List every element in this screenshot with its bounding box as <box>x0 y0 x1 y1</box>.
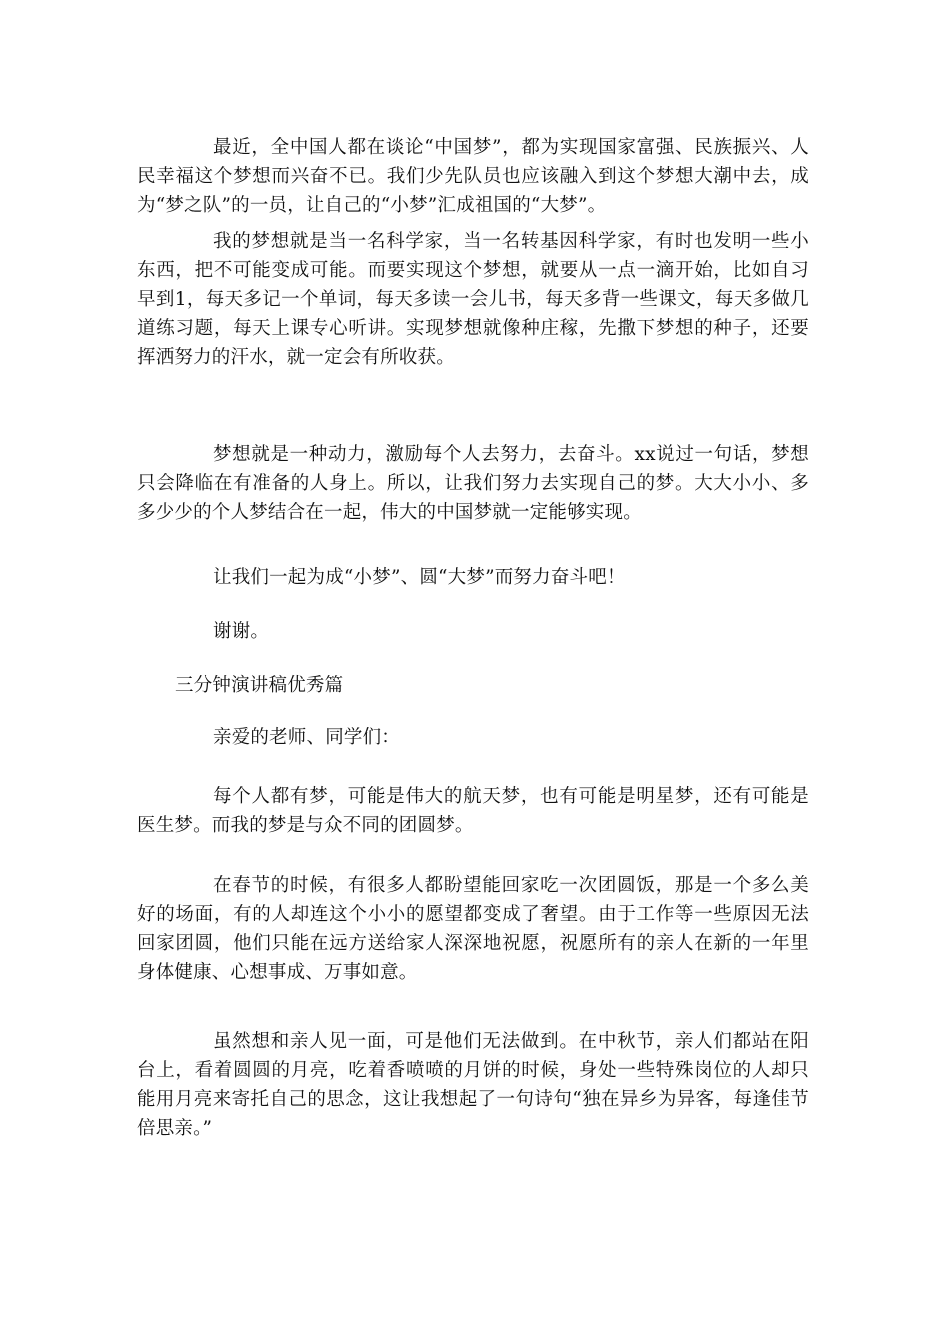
paragraph-chinese-dream: 最近，全中国人都在谈论“中国梦”，都为实现国家富强、民族振兴、人民幸福这个梦想而兴奋不已。我们少先队员也应该融入到这个梦想大潮中去，成为“梦之队”的一员，让自己的“小梦”汇成祖国的“大梦”。 <box>137 137 809 216</box>
paragraph-dream-motivation: 梦想就是一种动力，激励每个人去努力，去奋斗。xx说过一句话，梦想只会降临在有准备的人身上。所以，让我们努力去实现自己的梦。大大小小、多多少少的个人梦结合在一起，伟大的中国梦就一定能够实现。 <box>137 444 809 523</box>
paragraph-call-to-action: 让我们一起为成“小梦”、圆“大梦”而努力奋斗吧！ <box>213 567 626 588</box>
paragraph-thanks: 谢谢。 <box>213 621 270 642</box>
paragraph-reunion-dream: 每个人都有梦，可能是伟大的航天梦，也有可能是明星梦，还有可能是医生梦。而我的梦是与众不同的团圆梦。 <box>137 786 809 836</box>
paragraph-greeting: 亲爱的老师、同学们： <box>213 727 401 748</box>
section-heading: 三分钟演讲稿优秀篇 <box>175 675 344 696</box>
paragraph-spring-festival: 在春节的时候，有很多人都盼望能回家吃一次团圆饭，那是一个多么美好的场面，有的人却连这个小小的愿望都变成了奢望。由于工作等一些原因无法回家团圆，他们只能在远方送给家人深深地祝愿，祝愿所有的亲人在新的一年里身体健康、心想事成、万事如意。 <box>137 875 809 983</box>
paragraph-mid-autumn: 虽然想和亲人见一面，可是他们无法做到。在中秋节，亲人们都站在阳台上，看着圆圆的月亮，吃着香喷喷的月饼的时候，身处一些特殊岗位的人却只能用月亮来寄托自己的思念，这让我想起了一句诗句“独在异乡为异客，每逢佳节倍思亲。” <box>137 1031 809 1139</box>
paragraph-scientist-dream: 我的梦想就是当一名科学家，当一名转基因科学家，有时也发明一些小东西，把不可能变成可能。而要实现这个梦想，就要从一点一滴开始，比如自习早到1，每天多记一个单词，每天多读一会儿书，每天多背一些课文，每天多做几道练习题，每天上课专心听讲。实现梦想就像种庄稼，先撒下梦想的种子，还要挥洒努力的汗水，就一定会有所收获。 <box>137 231 809 368</box>
